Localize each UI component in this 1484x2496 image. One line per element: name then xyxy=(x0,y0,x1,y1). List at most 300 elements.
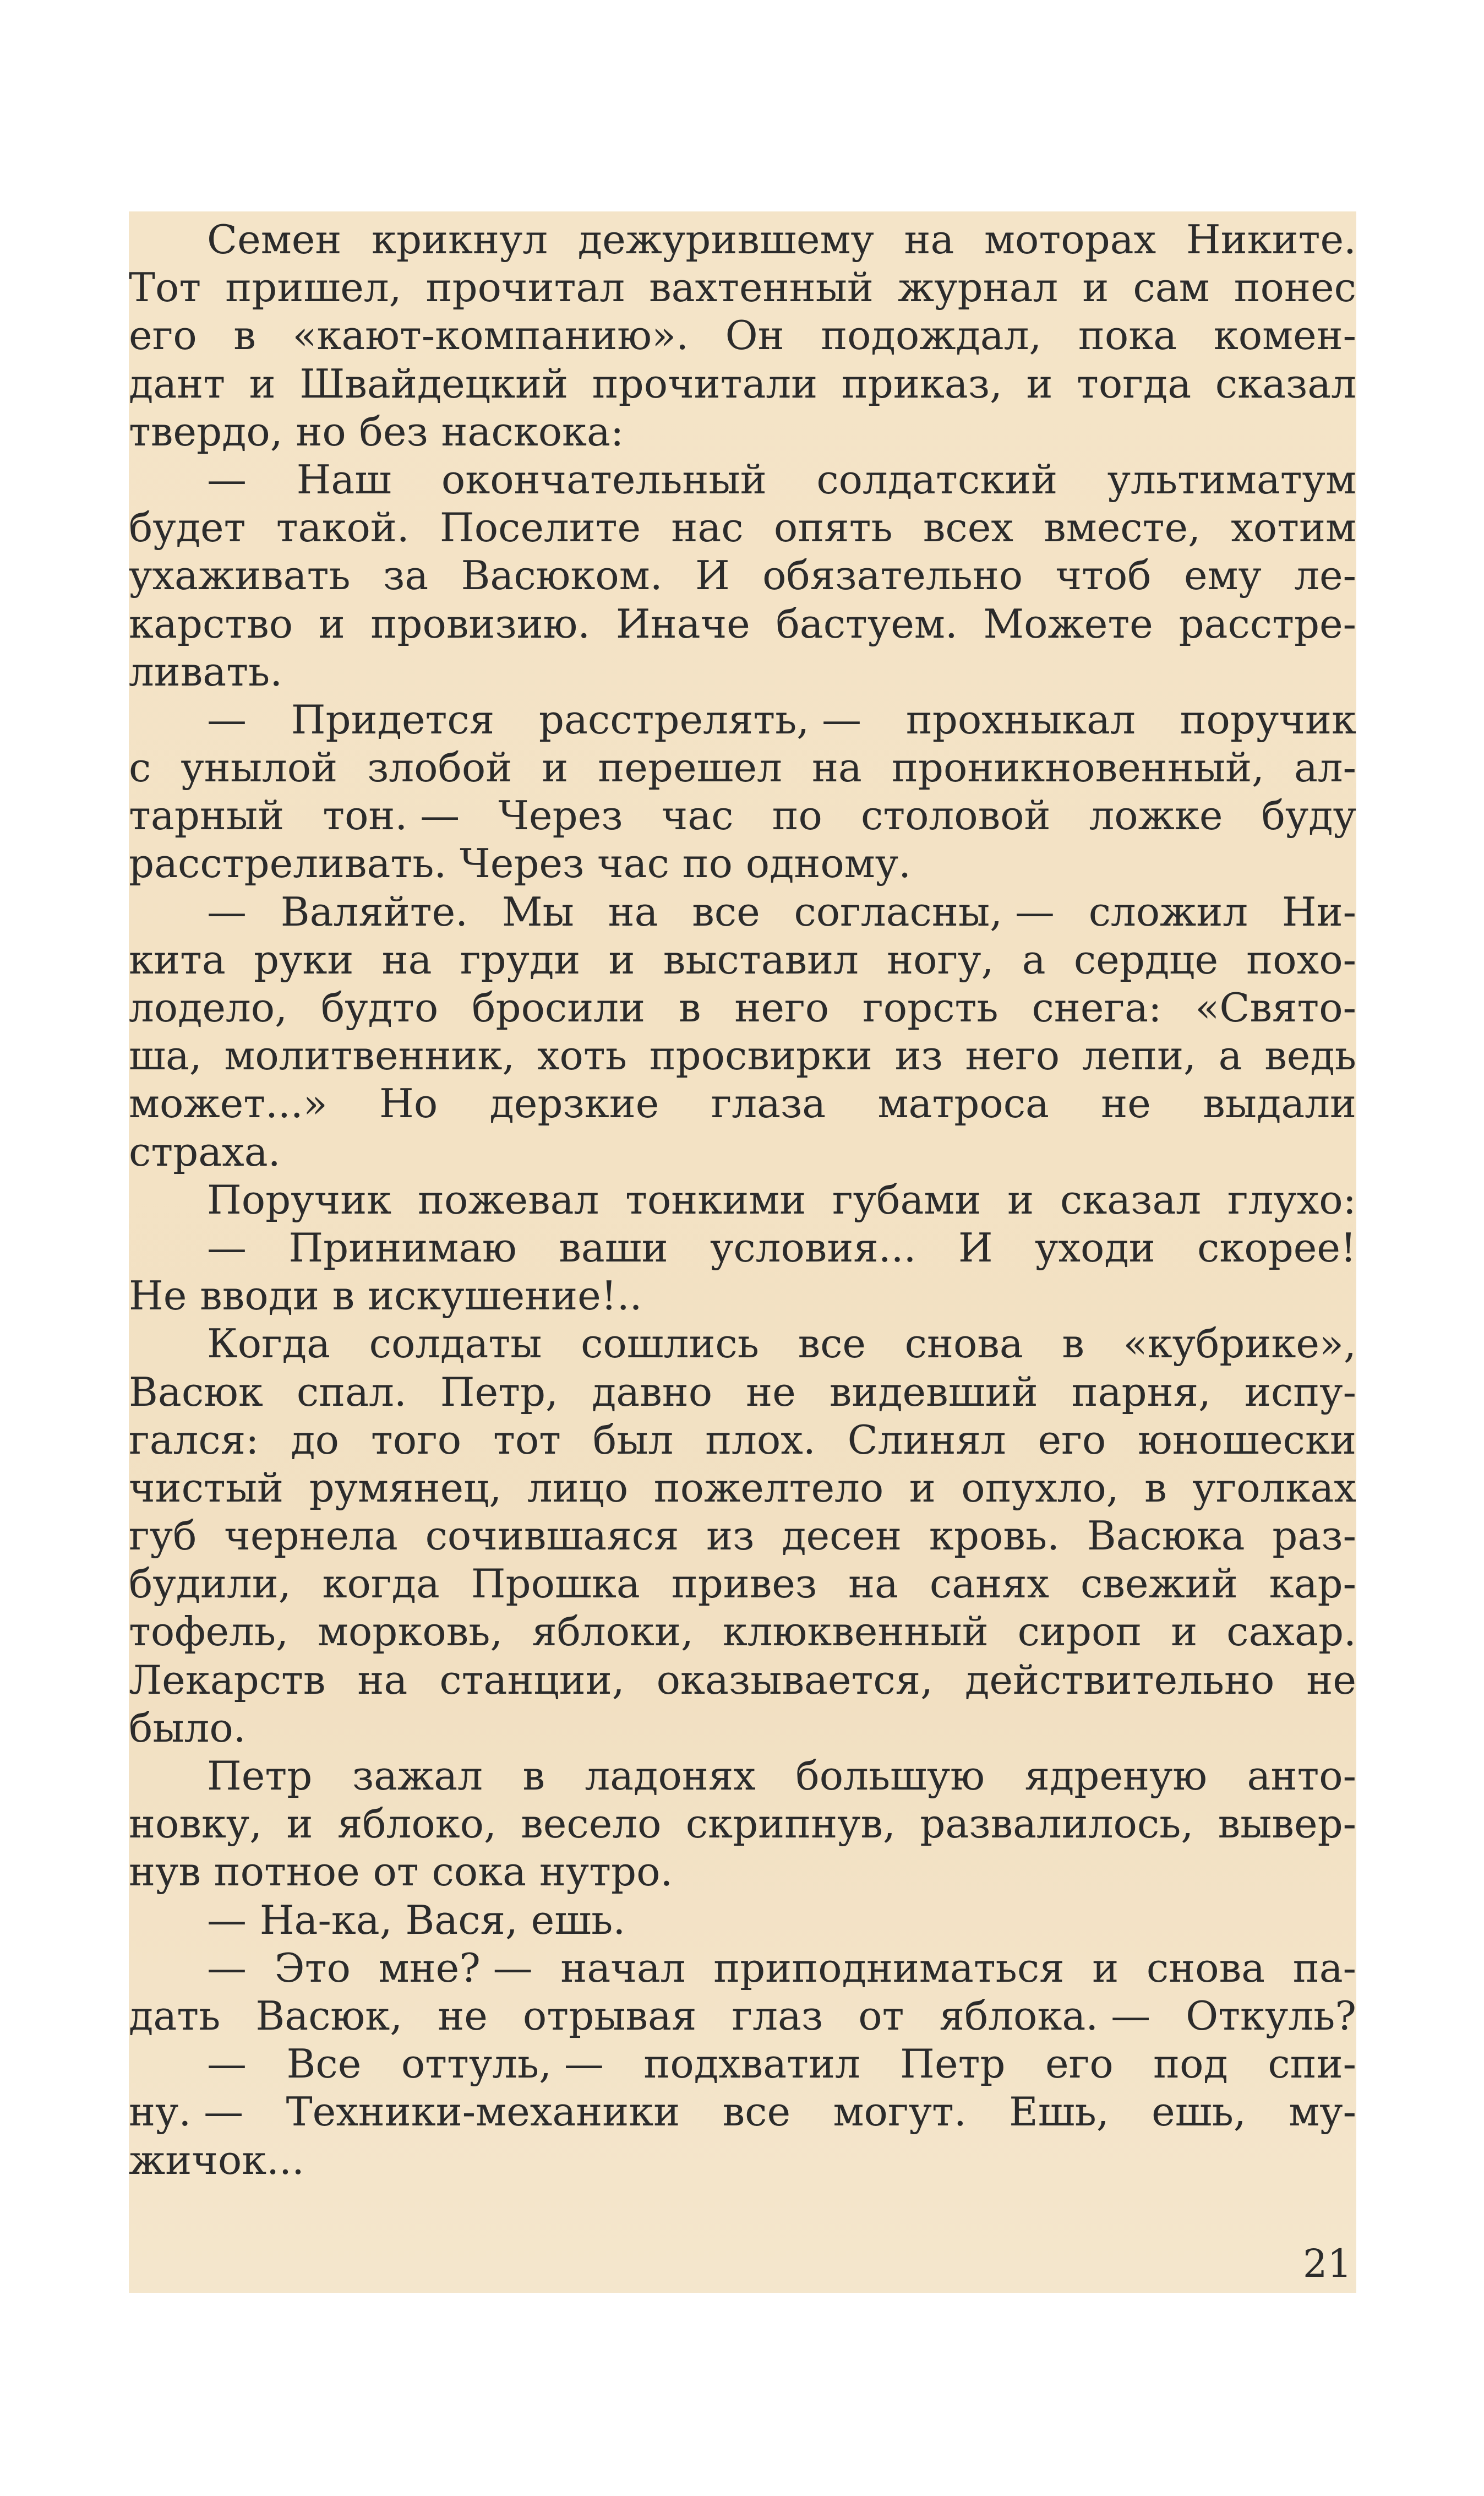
word: все xyxy=(722,2089,791,2135)
word: Через xyxy=(460,840,585,887)
word: новку, xyxy=(129,1801,263,1847)
word: ливать. xyxy=(129,648,283,695)
word: ешь, xyxy=(1152,2089,1246,2135)
word: Семен xyxy=(207,216,342,263)
word: сказал xyxy=(1060,1176,1202,1223)
text-line xyxy=(129,792,1356,840)
word: по xyxy=(772,792,822,839)
word: вводи xyxy=(200,1273,319,1319)
word: опухло, xyxy=(961,1464,1119,1511)
word: тон. — xyxy=(323,792,460,839)
word: Принимаю xyxy=(288,1224,517,1271)
word: яблоки, xyxy=(532,1608,694,1655)
word: руки xyxy=(253,936,354,983)
word: хотим xyxy=(1231,504,1356,551)
word: него xyxy=(734,985,830,1031)
word: искушение!.. xyxy=(367,1273,642,1319)
word: Васюк xyxy=(129,1368,263,1415)
word: от xyxy=(858,1992,904,2039)
word: солдаты xyxy=(369,1320,542,1367)
word: — xyxy=(207,1944,247,1991)
text-line xyxy=(129,1848,1356,1896)
word: Валяйте. xyxy=(280,888,468,935)
word: прохныкал xyxy=(905,696,1136,743)
word: губ xyxy=(129,1513,197,1559)
text-line xyxy=(129,504,1356,552)
word: спал. xyxy=(296,1368,407,1415)
word: Все xyxy=(286,2041,362,2087)
word: ешь. xyxy=(531,1896,626,1943)
word: одному. xyxy=(745,840,912,887)
word: перешел xyxy=(598,744,782,791)
word: опять xyxy=(773,504,893,551)
word: мне? — xyxy=(378,1944,533,1991)
word: свежий xyxy=(1081,1560,1238,1607)
word: Техники-механики xyxy=(286,2089,680,2135)
word: солдатский xyxy=(816,456,1058,503)
word: того xyxy=(370,1416,462,1463)
word: подождал, xyxy=(821,312,1042,359)
word: и xyxy=(542,744,569,791)
word: и xyxy=(318,600,345,647)
text-line xyxy=(129,360,1356,408)
word: и xyxy=(608,936,635,983)
word: чистый xyxy=(129,1464,284,1511)
text-line xyxy=(129,1032,1356,1080)
word: бросили xyxy=(472,985,645,1031)
word: расстреливать. xyxy=(129,840,447,887)
word: согласны, — xyxy=(794,888,1055,935)
word: ле- xyxy=(1294,552,1356,599)
word: станции, xyxy=(439,1656,625,1703)
word: — xyxy=(207,2041,247,2087)
word: нутро. xyxy=(539,1848,673,1895)
word: чтоб xyxy=(1055,552,1152,599)
word: Через xyxy=(498,792,623,839)
word: чернела xyxy=(224,1513,398,1559)
text-line xyxy=(129,888,1356,936)
word: губами xyxy=(832,1176,981,1223)
word: моторах xyxy=(984,216,1156,263)
text-line xyxy=(129,1752,1356,1800)
word: скрипнув, xyxy=(685,1801,896,1847)
word: просвирки xyxy=(649,1032,872,1079)
word: его xyxy=(1045,2041,1114,2087)
text-line xyxy=(129,1368,1356,1416)
word: румянец, xyxy=(309,1464,502,1511)
word: твердо, xyxy=(129,408,283,455)
word: глаз xyxy=(732,1992,823,2039)
word: юношески xyxy=(1138,1416,1356,1463)
word: тарный xyxy=(129,792,285,839)
word: развалилось, xyxy=(920,1801,1194,1847)
word: Мы xyxy=(501,888,574,935)
word: наскока: xyxy=(441,408,624,455)
text-line xyxy=(129,1560,1356,1608)
word: груди xyxy=(460,936,581,983)
word: ухаживать xyxy=(129,552,351,599)
text-line xyxy=(129,1272,1356,1320)
word: Он xyxy=(725,312,784,359)
word: вместе, xyxy=(1044,504,1201,551)
text-line xyxy=(129,696,1356,744)
word: большую xyxy=(795,1753,985,1799)
word: сам xyxy=(1133,264,1210,311)
word: всех xyxy=(923,504,1013,551)
word: провизию. xyxy=(370,600,591,647)
word: в xyxy=(522,1753,545,1799)
word: И xyxy=(695,552,730,599)
word: был xyxy=(592,1416,674,1463)
word: понес xyxy=(1234,264,1356,311)
word: пришел, xyxy=(225,264,402,311)
word: Ешь, xyxy=(1009,2089,1109,2135)
word: сахар. xyxy=(1226,1608,1356,1655)
word: видевший xyxy=(829,1368,1038,1415)
word: дать xyxy=(129,1992,221,2039)
text-line xyxy=(129,1944,1356,1992)
word: час xyxy=(597,840,669,887)
word: тогда xyxy=(1077,360,1192,407)
word: и xyxy=(286,1801,313,1847)
word: Петр xyxy=(900,2041,1006,2087)
word: па- xyxy=(1292,1944,1356,1991)
word: в xyxy=(1062,1320,1084,1367)
word: кровь. xyxy=(929,1513,1060,1559)
word: оттуль, — xyxy=(401,2041,604,2087)
word: Петр, xyxy=(440,1368,558,1415)
word: Тот xyxy=(129,264,201,311)
word: а xyxy=(1218,1032,1242,1079)
word: до xyxy=(291,1416,339,1463)
word: а xyxy=(1022,936,1046,983)
word: Васюком. xyxy=(461,552,663,599)
word: И xyxy=(958,1224,993,1271)
word: Это xyxy=(274,1944,351,1991)
word: поручик xyxy=(1180,696,1356,743)
word: анто- xyxy=(1247,1753,1356,1799)
word: бастуем. xyxy=(776,600,958,647)
word: похо- xyxy=(1246,936,1356,983)
word: из xyxy=(894,1032,943,1079)
text-line xyxy=(129,1176,1356,1224)
word: хоть xyxy=(537,1032,627,1079)
text-line xyxy=(129,1896,1356,1944)
word: Прошка xyxy=(471,1560,640,1607)
word: санях xyxy=(929,1560,1050,1607)
word: кар- xyxy=(1269,1560,1356,1607)
word: злобой xyxy=(367,744,512,791)
word: тонкими xyxy=(625,1176,806,1223)
word: будто xyxy=(320,985,439,1031)
word: сошлись xyxy=(581,1320,759,1367)
word: его xyxy=(1038,1416,1106,1463)
word: условия... xyxy=(710,1224,916,1271)
word: уходи xyxy=(1035,1224,1155,1271)
word: на xyxy=(381,936,432,983)
word: расстре- xyxy=(1179,600,1356,647)
word: сердце xyxy=(1073,936,1219,983)
word: На-ка, xyxy=(259,1896,392,1943)
word: на xyxy=(848,1560,898,1607)
word: и xyxy=(1082,264,1109,311)
word: будили, xyxy=(129,1560,291,1607)
word: на xyxy=(811,744,862,791)
word: оказывается, xyxy=(656,1656,933,1703)
word: раз- xyxy=(1272,1513,1356,1559)
word: гался: xyxy=(129,1416,259,1463)
word: из xyxy=(706,1513,755,1559)
word: парня, xyxy=(1071,1368,1211,1415)
word: Не xyxy=(129,1273,187,1319)
word: дерзкие xyxy=(489,1080,659,1127)
word: — xyxy=(207,1224,247,1271)
text-line xyxy=(129,552,1356,600)
word: на xyxy=(608,888,658,935)
word: комен- xyxy=(1213,312,1356,359)
text-line xyxy=(129,984,1356,1032)
word: снега: xyxy=(1032,985,1162,1031)
word: отрывая xyxy=(522,1992,697,2039)
word: Иначе xyxy=(615,600,750,647)
word: и xyxy=(909,1464,936,1511)
word: десен xyxy=(782,1513,902,1559)
word: ему xyxy=(1183,552,1262,599)
word: Откуль? xyxy=(1186,1992,1356,2039)
word: ложке xyxy=(1089,792,1223,839)
word: ведь xyxy=(1264,1032,1356,1079)
text-line xyxy=(129,936,1356,984)
word: тот xyxy=(493,1416,561,1463)
word: ваши xyxy=(559,1224,668,1271)
word: с xyxy=(129,744,151,791)
word: когда xyxy=(322,1560,440,1607)
word: весело xyxy=(521,1801,662,1847)
word: буду xyxy=(1261,792,1356,839)
word: уголках xyxy=(1192,1464,1356,1511)
text-line xyxy=(129,648,1356,696)
word: вахтенный xyxy=(649,264,874,311)
word: столовой xyxy=(861,792,1051,839)
text-line xyxy=(129,408,1356,456)
word: ногу, xyxy=(887,936,994,983)
word: не xyxy=(746,1368,796,1415)
word: матроса xyxy=(877,1080,1049,1127)
word: по xyxy=(682,840,733,887)
word: лепи, xyxy=(1082,1032,1196,1079)
word: не xyxy=(1306,1656,1356,1703)
word: обязательно xyxy=(762,552,1023,599)
word: лодело, xyxy=(129,985,287,1031)
word: му- xyxy=(1289,2089,1356,2135)
text-line xyxy=(129,1992,1356,2040)
word: яблока. — xyxy=(939,1992,1151,2039)
word: крикнул xyxy=(371,216,548,263)
word: лицо xyxy=(527,1464,629,1511)
word: выставил xyxy=(663,936,859,983)
word: расстрелять, — xyxy=(538,696,862,743)
word: приказ, xyxy=(841,360,1002,407)
text-line xyxy=(129,1224,1356,1272)
word: может...» xyxy=(129,1080,328,1127)
word: дант xyxy=(129,360,226,407)
text-line xyxy=(129,1656,1356,1704)
word: проникновенный, xyxy=(891,744,1264,791)
word: — xyxy=(207,1896,247,1943)
word: Швайдецкий xyxy=(299,360,569,407)
word: и xyxy=(1171,1608,1198,1655)
text-line xyxy=(129,2040,1356,2088)
word: было. xyxy=(129,1704,246,1751)
text-line xyxy=(129,1080,1356,1128)
word: сочившаяся xyxy=(425,1513,679,1559)
word: Никите. xyxy=(1186,216,1356,263)
word: сказал xyxy=(1215,360,1356,407)
word: морковь, xyxy=(317,1608,503,1655)
word: все xyxy=(798,1320,866,1367)
word: зажал xyxy=(352,1753,483,1799)
text-line xyxy=(129,600,1356,648)
text-line xyxy=(129,216,1356,264)
word: Поселите xyxy=(439,504,641,551)
word: — xyxy=(207,456,247,503)
word: прочитали xyxy=(592,360,818,407)
word: молитвенник, xyxy=(224,1032,515,1079)
word: Придется xyxy=(291,696,495,743)
word: под xyxy=(1153,2041,1228,2087)
word: скорее! xyxy=(1197,1224,1356,1271)
word: жичок... xyxy=(129,2136,304,2183)
word: начал xyxy=(560,1944,686,1991)
word: его xyxy=(129,312,197,359)
text-line xyxy=(129,1512,1356,1560)
word: сока xyxy=(432,1848,527,1895)
word: «кают-компанию». xyxy=(292,312,689,359)
word: привез xyxy=(671,1560,817,1607)
word: Петр xyxy=(207,1753,313,1799)
word: давно xyxy=(591,1368,713,1415)
word: ну. — xyxy=(129,2089,244,2135)
word: все xyxy=(692,888,760,935)
word: могут. xyxy=(833,2089,967,2135)
word: — xyxy=(207,696,247,743)
word: «кубрике», xyxy=(1123,1320,1356,1367)
word: и xyxy=(1026,360,1053,407)
word: ша, xyxy=(129,1032,202,1079)
word: не xyxy=(438,1992,488,2039)
word: такой. xyxy=(276,504,410,551)
word: пока xyxy=(1078,312,1177,359)
word: тофель, xyxy=(129,1608,288,1655)
word: глаза xyxy=(711,1080,826,1127)
word: от xyxy=(373,1848,419,1895)
word: прочитал xyxy=(425,264,625,311)
text-line xyxy=(129,1416,1356,1464)
word: в xyxy=(233,312,256,359)
word: ал- xyxy=(1294,744,1356,791)
page-number: 21 xyxy=(1302,2241,1352,2286)
word: ядреную xyxy=(1024,1753,1208,1799)
word: унылой xyxy=(181,744,338,791)
word: и xyxy=(1092,1944,1119,1991)
word: яблоко, xyxy=(337,1801,497,1847)
word: приподниматься xyxy=(713,1944,1065,1991)
word: — xyxy=(207,888,247,935)
word: глухо: xyxy=(1227,1176,1356,1223)
text-line xyxy=(129,1464,1356,1512)
word: в xyxy=(1144,1464,1167,1511)
word: пожелтело xyxy=(653,1464,884,1511)
word: журнал xyxy=(897,264,1059,311)
word: действительно xyxy=(965,1656,1275,1703)
word: Наш xyxy=(296,456,392,503)
word: на xyxy=(357,1656,408,1703)
text-line xyxy=(129,840,1356,888)
text-line xyxy=(129,1608,1356,1656)
page-text xyxy=(129,216,1356,2184)
word: на xyxy=(904,216,954,263)
word: клюквенный xyxy=(722,1608,989,1655)
text-line xyxy=(129,2136,1356,2184)
word: и xyxy=(249,360,276,407)
word: не xyxy=(1101,1080,1151,1127)
word: ладонях xyxy=(585,1753,756,1799)
word: в xyxy=(332,1273,355,1319)
word: ультиматум xyxy=(1107,456,1356,503)
word: за xyxy=(383,552,429,599)
word: Ни- xyxy=(1281,888,1356,935)
word: час xyxy=(661,792,734,839)
word: выдали xyxy=(1203,1080,1356,1127)
word: в xyxy=(678,985,701,1031)
word: дежурившему xyxy=(577,216,874,263)
word: Васюка xyxy=(1087,1513,1245,1559)
word: Вася, xyxy=(405,1896,518,1943)
word: Можете xyxy=(983,600,1153,647)
word: пожевал xyxy=(417,1176,599,1223)
word: нув xyxy=(129,1848,201,1895)
word: Васюк, xyxy=(255,1992,403,2039)
word: Поручик xyxy=(207,1176,392,1223)
text-line xyxy=(129,2088,1356,2136)
word: будет xyxy=(129,504,246,551)
word: него xyxy=(965,1032,1060,1079)
word: подхватил xyxy=(643,2041,860,2087)
word: «Свято- xyxy=(1195,985,1356,1031)
word: но xyxy=(296,408,346,455)
text-line xyxy=(129,1800,1356,1848)
word: горсть xyxy=(863,985,999,1031)
word: снова xyxy=(904,1320,1023,1367)
text-line xyxy=(129,264,1356,312)
word: Слинял xyxy=(847,1416,1006,1463)
word: вывер- xyxy=(1218,1801,1356,1847)
text-line xyxy=(129,312,1356,360)
word: Когда xyxy=(207,1320,331,1367)
text-line xyxy=(129,1320,1356,1368)
word: нас xyxy=(671,504,744,551)
text-line xyxy=(129,744,1356,792)
word: Лекарств xyxy=(129,1656,326,1703)
word: Но xyxy=(379,1080,438,1127)
word: кита xyxy=(129,936,226,983)
text-line xyxy=(129,1128,1356,1176)
word: снова xyxy=(1146,1944,1265,1991)
word: плох. xyxy=(705,1416,816,1463)
word: страха. xyxy=(129,1128,281,1175)
word: карство xyxy=(129,600,293,647)
word: испу- xyxy=(1244,1368,1356,1415)
